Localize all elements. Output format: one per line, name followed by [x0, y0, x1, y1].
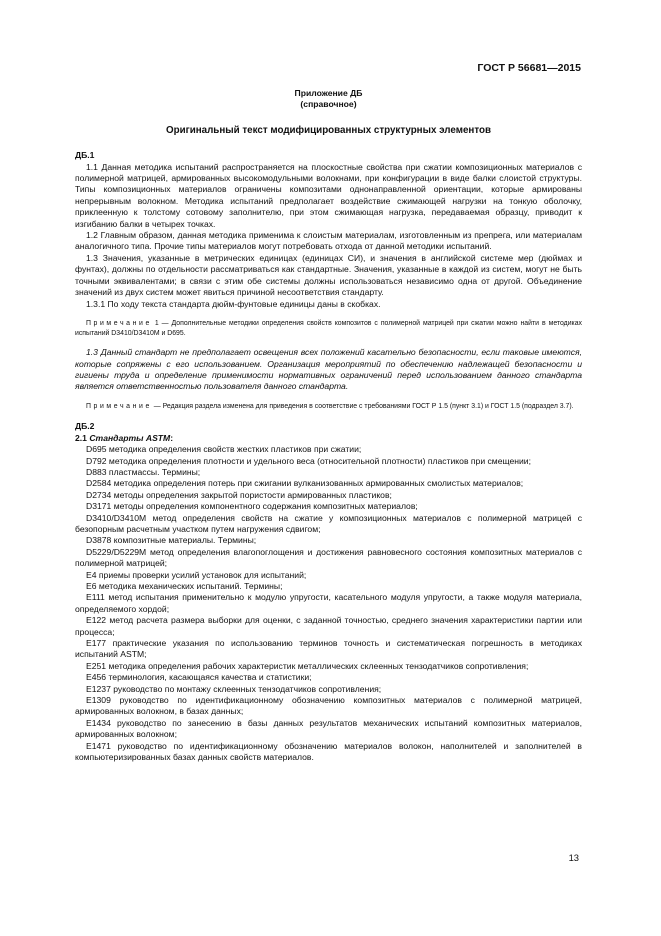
section-label-db2: ДБ.2 [75, 421, 95, 432]
list-item: D3878 композитные материалы. Термины; [86, 535, 257, 546]
paragraph-1-2: 1.2 Главным образом, данная методика применима к слоистым материалам, изготовленным из препрега, или материалам аналогичного типа. Прочие типы материалов могут потребовать отхода от данной методики испытаний. [75, 230, 582, 252]
subsection-colon: : [170, 432, 174, 443]
list-item: D3171 методы определения компонентного содержания композитных материалов; [86, 501, 418, 512]
appendix-subtitle: (справочное) [300, 99, 357, 110]
list-item: D792 методика определения плотности и удельного веса (относительной плотности) пластиков при смещении; [86, 455, 531, 466]
list-item: E1434 руководство по занесению в базы данных результатов механических испытаний композитных материалов, армированных волокном; [75, 717, 582, 740]
list-item: E111 метод испытания применительно к модулю упругости, касательного модуля упругости, а также модуля материала, определяемого хордой; [75, 592, 582, 614]
note-1-text: 1 — Дополнительные методики определения свойств композитов с полимерной матрицей при сжатии можно найти в методиках испытаний D3410/D3410M и D695. [75, 319, 582, 337]
subsection-number: 2.1 [75, 432, 90, 443]
subsection-heading-2-1 [75, 433, 582, 444]
note-2 [75, 402, 582, 412]
list-item: D2734 методы определения закрытой пористости армированных пластиков; [86, 489, 392, 500]
note-2-label: Примечание [86, 402, 152, 410]
note-1-label: Примечание [86, 319, 152, 327]
standard-code: ГОСТ Р 56681—2015 [477, 62, 581, 74]
appendix-heading: Оригинальный текст модифицированных структурных элементов [165, 124, 492, 136]
list-item: D5229/D5229M метод определения влагопоглощения и достижения равновесного состояния композитных материалов с полимерной матрицей; [75, 546, 582, 569]
paragraph-1-1: 1.1 Данная методика испытаний распространяется на плоскостные свойства при сжатии композиционных материалов с полимерной матрицей, армированных высокомодульными волокнами, при конфигурации в виде балки слоистой структуры. Типы композиционных материалов ограничены композитами однонаправленной ориентации, которые армированы непрерывным волокном. Методика испытаний предполагает воздействие сжимающей нагрузки на тонкую оболочку, приклеенную к толстому сотовому заполнителю, при этом сжимающая нагрузка, передаваемая образцу, приводит к изгибанию балки в четырех точках. [75, 161, 582, 229]
list-item: D883 пластмассы. Термины; [86, 466, 201, 477]
list-item: E6 методика механических испытаний. Термины; [86, 581, 283, 591]
subsection-title: Стандарты ASTM [89, 432, 171, 443]
note-2-text: — Редакция раздела изменена для приведения в соответствие с требованиями ГОСТ Р 1.5 (пункт 3.1) и ГОСТ 1.5 (подраздел 3.7). [151, 402, 574, 410]
paragraph-1-3-1: 1.3.1 По ходу текста стандарта дюйм-фунтовые единицы даны в скобках. [86, 298, 381, 309]
standards-list [75, 444, 582, 763]
list-item: E1237 руководство по монтажу склеенных тензодатчиков сопротивления; [86, 683, 382, 694]
appendix-title: Приложение ДБ [294, 88, 363, 98]
list-item: D3410/D3410M метод определения свойств на сжатие у композиционных материалов с полимерной матрицей с безопорным расчетным участком путем нагружения сдвигом; [75, 512, 582, 534]
note-1 [75, 319, 582, 338]
list-item: E1471 руководство по идентификационному обозначению материалов волокон, наполнителей и заполнителей в компьютеризированных базах данных свойств материалов. [75, 740, 582, 763]
list-item: D695 методика определения свойств жестких пластиков при сжатии; [86, 444, 362, 455]
list-item: E251 методика определения рабочих характеристик металлических склеенных тензодатчиков сопротивления; [86, 660, 529, 671]
list-item: E177 практические указания по использованию терминов точность и систематическая погрешность в методиках испытаний ASTM; [75, 638, 582, 660]
list-item: D2584 методика определения потерь при сжигании вулканизованных армированных смолистых материалов; [86, 478, 524, 489]
paragraph-1-3: 1.3 Значения, указанные в метрических единицах (единицах СИ), и значения в английской системе мер (дюймах и фунтах), должны по отдельности рассматриваться как стандартные. Значения, указанные в каждой из систем, могут не быть точными эквивалентами; в связи с этим обе системы должны использоваться независимо одна от другой. Объединение значений из двух систем может явиться причиной несоответствия стандарту. [75, 252, 582, 298]
list-item: E1309 руководство по идентификационному обозначению композитных материалов с полимерной матрицей, армированных волокном, в базах данных; [75, 695, 582, 717]
page-number: 13 [568, 852, 579, 863]
paragraph-1-3-safety: 1.3 Данный стандарт не предполагает освещения всех положений касательно безопасности, если таковые имеются, которые сопряжены с его использованием. Организация мероприятий по обеспечению надлежащей безопасности и гигиены труда и определение применимости нормативных ограничений перед использованием данного стандарта является ответственностью пользователя данного стандарта. [75, 347, 582, 392]
list-item: E456 терминология, касающаяся качества и статистики; [86, 672, 312, 683]
list-item: E4 приемы проверки усилий установок для испытаний; [86, 569, 307, 580]
section-label-db1: ДБ.1 [75, 150, 95, 161]
list-item: E122 метод расчета размера выборки для оценки, с заданной точностью, среднего значения характеристики партии или процесса; [75, 615, 582, 637]
page-content [75, 88, 582, 764]
